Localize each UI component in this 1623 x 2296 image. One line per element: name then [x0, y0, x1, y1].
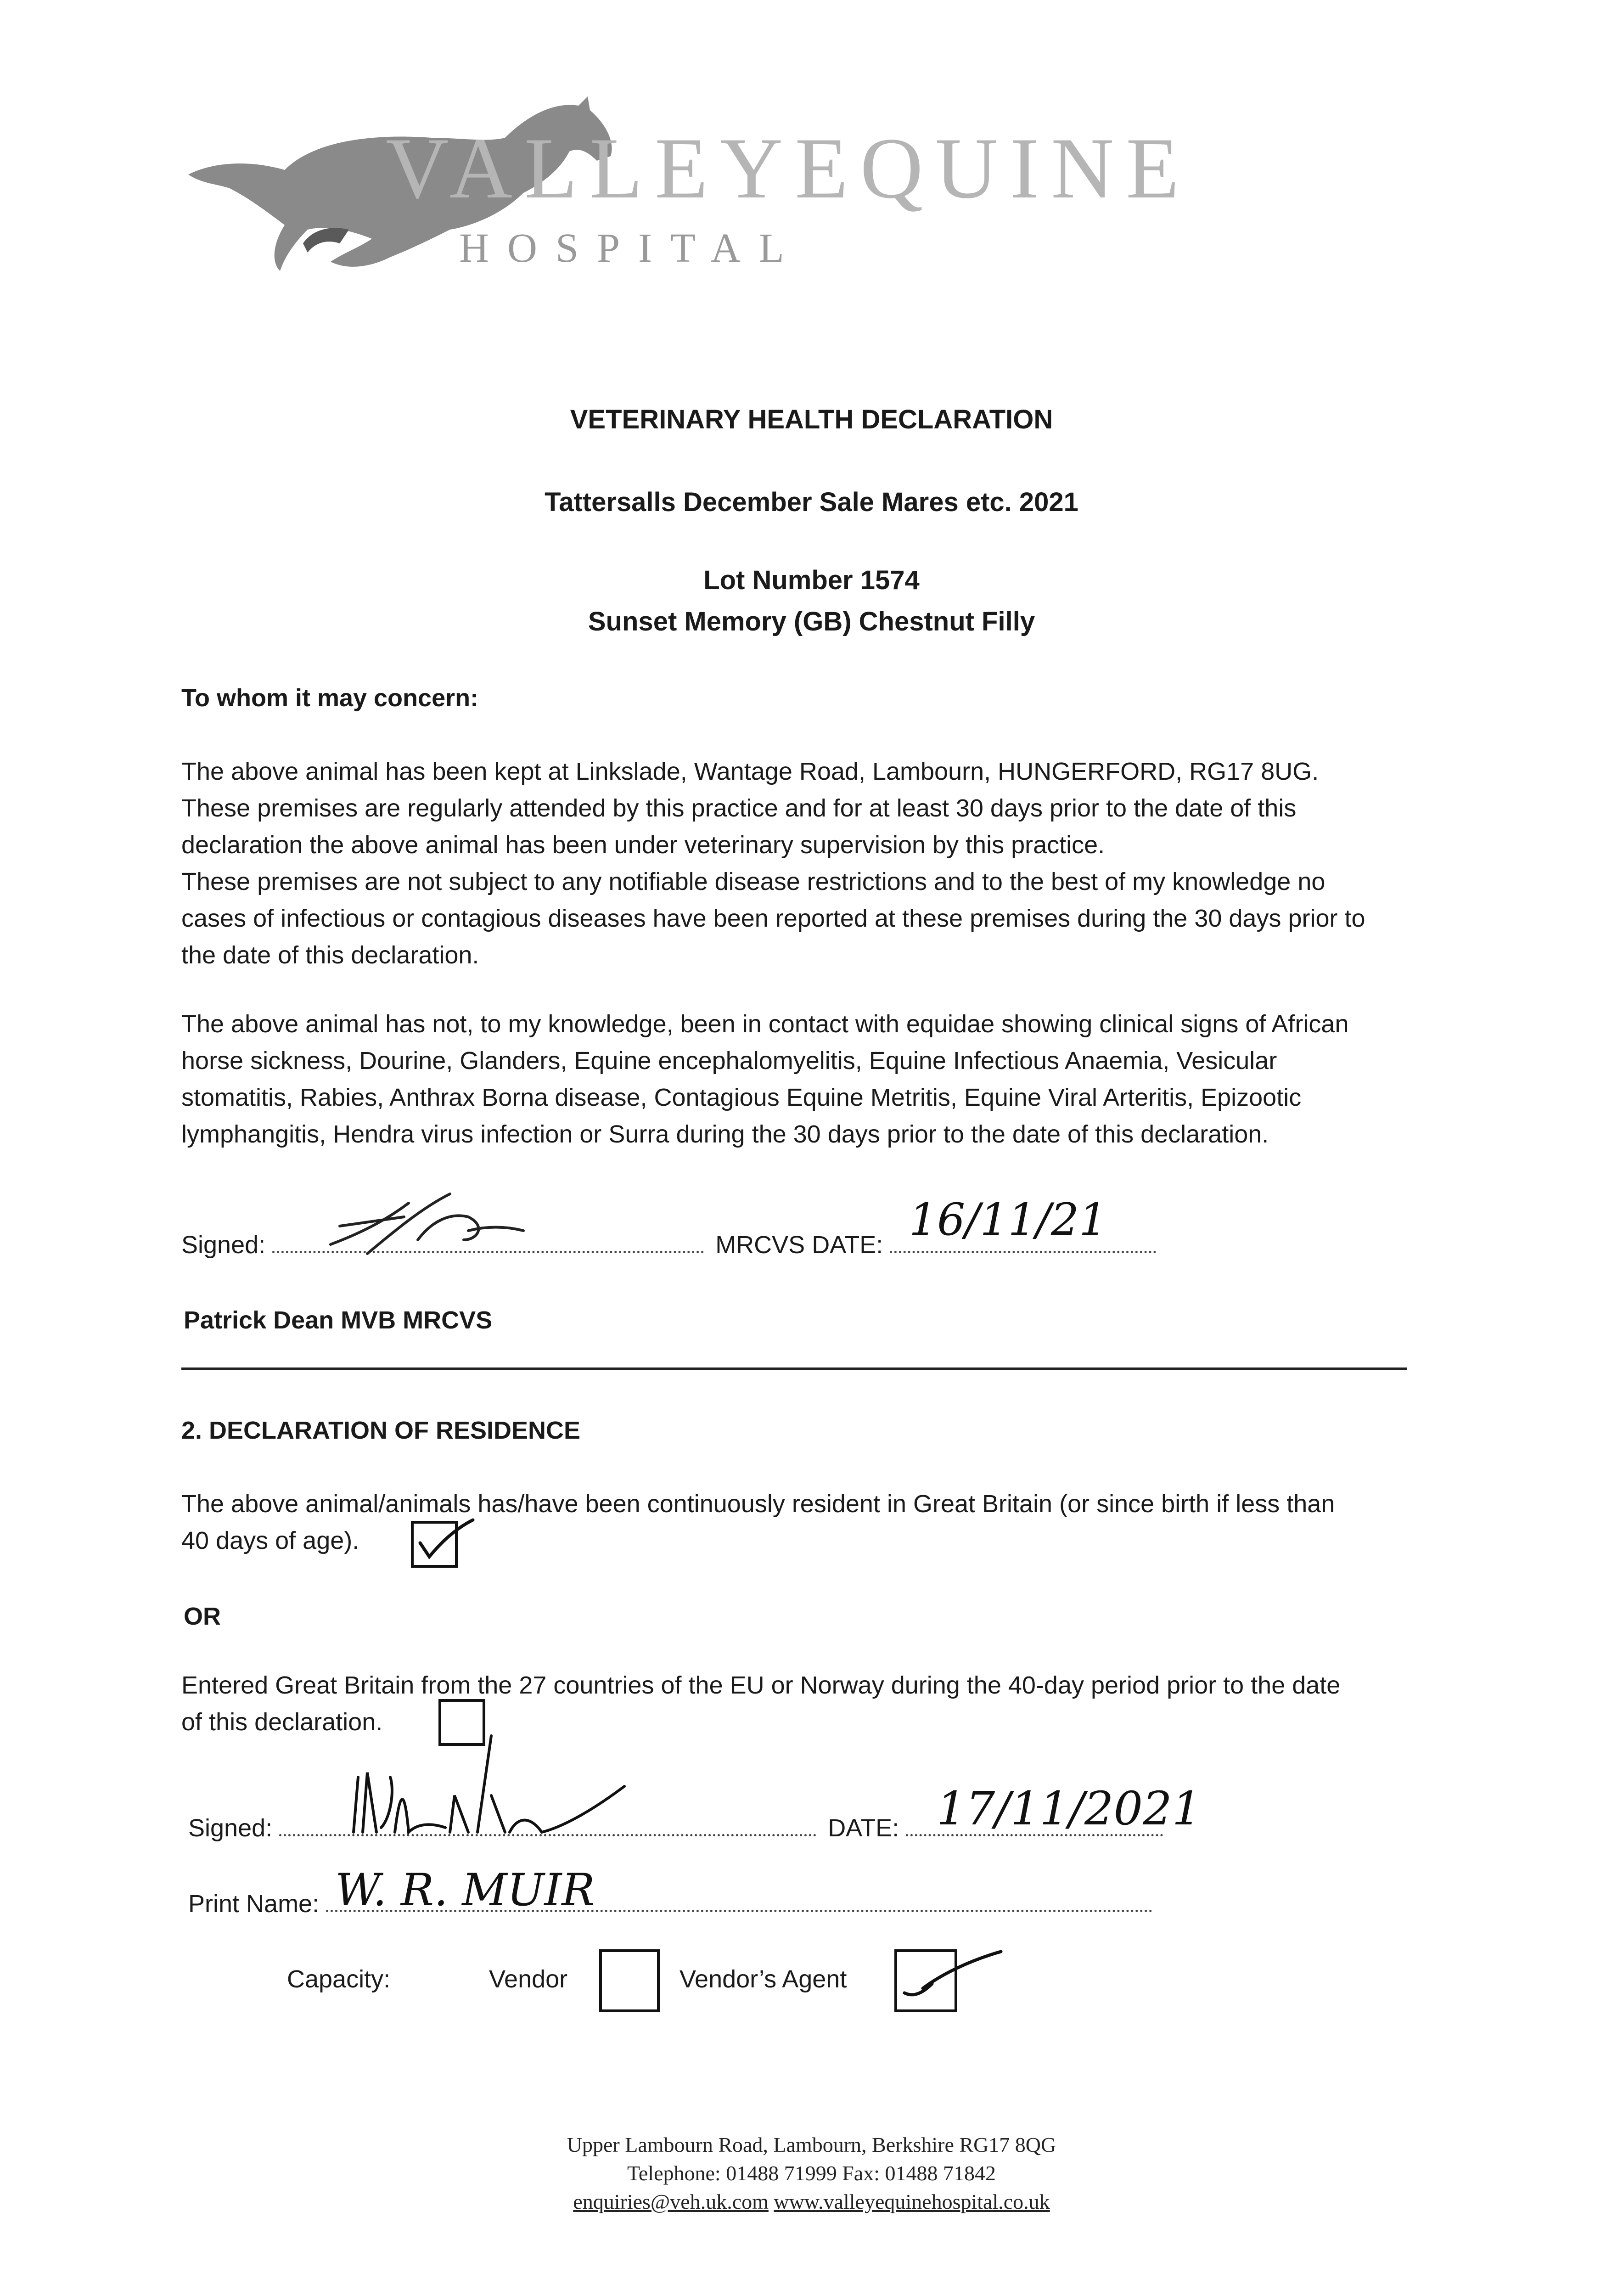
residence-option-1-line: 40 days of age).	[181, 1527, 359, 1554]
print-name-handwritten: W. R. MUIR	[335, 1864, 595, 1916]
logo-name-line2: HOSPITAL	[459, 225, 803, 271]
vendor-signed-label: Signed:	[188, 1814, 273, 1842]
residence-option-2-line: Entered Great Britain from the 27 countries of the EU or Norway during the 40-day period prior to the date	[181, 1671, 1341, 1699]
footer-address: Upper Lambourn Road, Lambourn, Berkshire RG17 8QG	[567, 2133, 1056, 2156]
vet-signature-scribble	[312, 1176, 569, 1267]
footer-phone: Telephone: 01488 71999 Fax: 01488 71842	[627, 2161, 996, 2185]
paragraph-diseases	[181, 1006, 1504, 1153]
lot-number: Lot Number 1574	[703, 565, 920, 595]
document-title: VETERINARY HEALTH DECLARATION	[570, 405, 1053, 434]
residence-option-1	[181, 1486, 1513, 1559]
footer	[0, 2131, 1623, 2216]
residence-heading: 2. DECLARATION OF RESIDENCE	[181, 1417, 581, 1444]
vendor-date-handwritten: 17/11/2021	[937, 1782, 1202, 1835]
paragraph-line: These premises are not subject to any notifiable disease restrictions and to the best of my knowledge no	[181, 868, 1325, 895]
check-mark-icon	[409, 1511, 477, 1566]
paragraph-line: the date of this declaration.	[181, 941, 479, 969]
paragraph-line: cases of infectious or contagious diseases have been reported at these premises during the 30 days prior to	[181, 905, 1365, 932]
or-label: OR	[184, 1603, 221, 1630]
residence-option-2-line: of this declaration.	[181, 1708, 383, 1736]
mrcvs-date-label: MRCVS DATE:	[715, 1231, 883, 1259]
hospital-logo	[174, 92, 1191, 285]
footer-links	[0, 2188, 1623, 2216]
paragraph-line: These premises are regularly attended by this practice and for at least 30 days prior to the date of this	[181, 794, 1297, 822]
section-divider	[181, 1367, 1407, 1370]
paragraph-line: The above animal has not, to my knowledge, been in contact with equidae showing clinical signs of African	[181, 1010, 1349, 1038]
residence-option-1-line: The above animal/animals has/have been continuously resident in Great Britain (or since birth if less than	[181, 1490, 1335, 1518]
horse-logo-graphic	[174, 92, 1191, 285]
footer-website-link[interactable]: www.valleyequinehospital.co.uk	[774, 2190, 1050, 2213]
salutation: To whom it may concern:	[181, 684, 479, 712]
vet-date-handwritten: 16/11/21	[909, 1194, 1107, 1245]
vendors-agent-label: Vendor’s Agent	[680, 1965, 847, 1993]
horse-description: Sunset Memory (GB) Chestnut Filly	[588, 607, 1035, 636]
vet-signed-label: Signed:	[181, 1231, 266, 1259]
paragraph-line: declaration the above animal has been under veterinary supervision by this practice.	[181, 831, 1105, 859]
footer-email-link[interactable]: enquiries@veh.uk.com	[573, 2190, 769, 2213]
vendor-checkbox[interactable]	[599, 1949, 660, 2012]
vendor-date-label: DATE:	[828, 1814, 899, 1842]
paragraph-line: horse sickness, Dourine, Glanders, Equine encephalomyelitis, Equine Infectious Anaemia, Vesicular	[181, 1047, 1277, 1075]
logo-name-line1: VALLEYEQUINE	[386, 120, 1191, 217]
check-mark-icon	[895, 1942, 1010, 2011]
paragraph-line: lymphangitis, Hendra virus infection or Surra during the 30 days prior to the date of this declaration.	[181, 1120, 1269, 1148]
paragraph-line: stomatitis, Rabies, Anthrax Borna disease, Contagious Equine Metritis, Equine Viral Arteritis, Epizootic	[181, 1084, 1302, 1111]
print-name-row	[188, 1890, 1152, 1918]
print-name-label: Print Name:	[188, 1890, 320, 1918]
paragraph-line: The above animal has been kept at Linkslade, Wantage Road, Lambourn, HUNGERFORD, RG17 8UG.	[181, 758, 1319, 785]
capacity-label: Capacity:	[287, 1965, 391, 1993]
vendor-label: Vendor	[489, 1965, 568, 1993]
paragraph-premises	[181, 753, 1504, 974]
sale-name: Tattersalls December Sale Mares etc. 2021	[545, 487, 1078, 517]
vendor-signature-scribble	[340, 1727, 643, 1846]
vet-name: Patrick Dean MVB MRCVS	[184, 1306, 493, 1334]
